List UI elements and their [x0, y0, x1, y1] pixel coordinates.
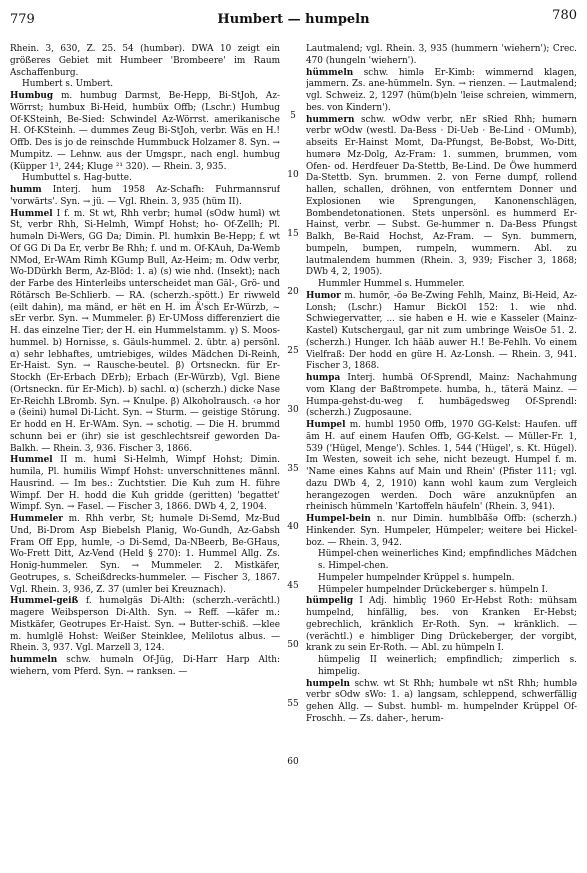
entry-body: Interj. hum 1958 Az-Schafh: Fuhrmannsruf 'vorwärts'. Syn. → jü. — Vgl. Rhein. 3, 935 (hüm II).: [10, 185, 280, 207]
entry-body: m. humbl 1950 Offb, 1970 GG-Kelst: Haufen. uff ām H. auf einem Haufen Offb, GG-Kelst. — Müller-Fr. 1, 539 ('Hügel, Menge'). Schles. 1, 544 ('Hügel', s. Kt. Hügel). Im Westen, soweit ich sehe, nicht bezeugt. Humpel f. m. 'Name eines Kahns auf Main und Rhein' (Pfister 111; vgl. dazu DWb 4, 2, 1910) kann wohl kaum zum Vergleich herangezogen werden. Doch wäre anzuknüpfen an rheinisch hümmeln 'Kartoffeln häufeln' (Rhein. 3, 941).: [306, 420, 577, 513]
cross-reference: Humbuttel s. Hag-butte.: [22, 173, 132, 184]
entry-lemma: humpa: [306, 373, 341, 383]
dictionary-entry: [306, 679, 577, 726]
entry-lemma: Hummel: [10, 455, 53, 466]
dictionary-entry: [306, 420, 577, 514]
entry-lemma: humpeln: [306, 678, 350, 689]
entry-body: schw. himlə Er-Kimb: wimmernd klagen, jammern. Zs. ane-hümmeln. Syn. → rienzen. — Lautmalend; vgl. Schweiz. 2, 1297 (hüm(b)eln 'leise schreien, wimmern, bes. von Kindern').: [306, 67, 577, 113]
running-title: Humbert — humpeln: [217, 12, 370, 27]
line-number: 60: [287, 757, 299, 768]
entry-continuation: Rhein. 3, 630, Z. 25. 54 (humbər). DWA 10 zeigt ein größeres Gebiet mit Humbeer 'Brombeere' im Raum Aschaffenburg.: [10, 44, 280, 78]
page-number-left: 779: [10, 12, 35, 27]
cross-reference: Humpeler humpelnder Krüppel s. humpeln.: [318, 572, 515, 583]
entry-lemma: Humbug: [10, 91, 54, 101]
entry-lemma: Humor: [306, 290, 341, 301]
cross-reference: Hummler Hummel s. Hummeler.: [318, 279, 465, 289]
right-column: [306, 44, 577, 873]
entry-lemma: Humpel: [306, 420, 346, 430]
cross-reference: hümpelig II weinerlich; empfindlich; zimperlich s. himpelig.: [318, 655, 577, 677]
dictionary-entry: [10, 91, 280, 173]
entry-body: m. humbug Darmst, Be-Hepp, Bi-StJoh, Az-Wörrst; humbux Bi-Heid, humbüx Offb; (Lschr.) Humbug Of-KSteinh, Be-Sied: Schwindel Az-Wörrst. amerikanische H. Of-KSteinh. — dummes Zeug Bi-StJoh, verbr. Wäs en H.! Offb. Des is jo de reinschde Hummbuck Holzamer 8. Syn. → Mumpitz. — Lehnw. aus der Umgspr., nach engl. humbug (Küpper 1³, 244; Kluge ²¹ 320). — Rhein. 3, 935.: [10, 91, 280, 172]
dictionary-entry: [10, 209, 280, 456]
dictionary-entry: [306, 373, 577, 420]
line-number: 20: [287, 287, 299, 298]
line-number: 25: [287, 346, 299, 356]
cross-reference: Hümpel-chen weinerliches Kind; empfindliches Mädchen s. Himpel-chen.: [318, 549, 577, 571]
cross-reference: Hümpeler humpelnder Drückeberger s. hümpeln I.: [318, 584, 548, 595]
entry-body: I f. m. St wt, Rhh verbr; huməl (sOdw humƚ) wt St, verbr Rhh, Si-Helmh, Wimpf Hohst; ho- Of-Zellh; Pl. huməln Di-Wers, GG Da; Dimin. Pl. humƚxin Be-Hepp; f. wt Of GG Di Da Er, verbr Be Rhh; f. und m. Of-KAuh, Da-Wemb NMod, Er-WAm Rimh KGump Bull, Az-Heim; m. Odw verbr, Wo-DDürkh Berm, Az-Blöd: 1. a) (s) wie nhd. (Insekt); nach der Farbe des Hinterleibs unterscheidet man Gäl-, Grö- und Rötärsch Be-Schlierb. — RA. (scherzh.-spött.) Er riwweld (eilt dahin), ma mänd, er hët en H. im Ä'sch Er-Würzb, ~ sEr verbr. Syn. → Mummeler. β) Er-UMoss differenziert die H. das einzelne Tier; der H. ein Hummelstamm. γ) S. Moos-hummel. b) Hornisse, s. Gäuls-hummel. 2. übtr. a) persönl. α) sehr lebhaftes, umtriebiges, wildes Mädchen Di-Reinh, Er-Haist. Syn. → Rausche-beutel. β) Ortsneckn. für Er-Stockh (Er-Erbach DErb); Erbach (Er-Würzb), Vgl. Biene (Ortsneckn. für Er-Mich). b) sachl. α) (scherzh.) dicke Nase Er-Reichh LBromb. Syn. → Knulpe. β) Alkoholrausch. ‹ə hor ə (šeini) huməl Di-Licht. Syn. → Sturm. — geistige Störung. Er hodd en H. Er-WAm. Syn. → schotig. — Die H. brummd schunn bei er (ihr) sie ist geschlechtsreif geworden Da-Balkh. — Rhein. 3, 936. Fischer 3, 1866.: [10, 208, 280, 454]
entry-body: n. nur Dimin. humblbä̃šə Offb: (scherzh.) Hinkender. Syn. Humpeler, Hümpeler; weitere bei Hickel-boz. — Rhein. 3, 942.: [306, 514, 577, 548]
entry-continuation: Lautmalend; vgl. Rhein. 3, 935 (hummern 'wiehern'); Crec. 470 (hungeln 'wiehern').: [306, 44, 577, 66]
line-number: 30: [287, 404, 299, 415]
dictionary-entry: [306, 291, 577, 373]
page-number-right: 780: [552, 8, 577, 23]
entry-body: f. huməlgäs Di-Alth: (scherzh.-verächtl.) magere Weibsperson Di-Alth. Syn. → Reff. —käfer m.: Mistkäfer, Geotrupes Er-Haist. Syn. → Butter-schiß. —klee m. humlglë Hohst: Weißer Steinklee, Melilotus albus. — Rhein. 3, 937. Vgl. Marzell 3, 124.: [10, 596, 280, 654]
line-number: 40: [287, 522, 299, 533]
page-header: [0, 0, 587, 40]
dictionary-entry: [10, 655, 280, 679]
dictionary-entry: [306, 68, 577, 115]
entry-lemma: Hummel-geiß: [10, 596, 79, 607]
cross-reference: Humbert s. Umbert.: [22, 79, 114, 90]
entry-lemma: hümpelig: [306, 596, 354, 607]
entry-body: I Adj. himblìç 1960 Er-Hebst Roth: mühsam humpelnd, hinfällig, bes. von Kranken Er-Hebst; gebrechlich, kränklich Er-Roth. Syn. → kränklich. — (verächtl.) e himbliger Ding Drückeberger, der vorgibt, krank zu sein Er-Roth. — Abl. zu hümpeln I.: [306, 596, 577, 654]
dictionary-entry: [10, 596, 280, 655]
entry-lemma: hummeln: [10, 655, 58, 665]
entry-lemma: humm: [10, 185, 42, 195]
line-number: 15: [287, 228, 299, 239]
entry-body: m. Rhh verbr, St; huməlɐ Di-Semd, Mz-Bud Und, Bi-Drom Asp Biebelsh Planig, Wo-Gundh, Az-Gabsh Fram Off Epp, humlɐ, -ɔ Di-Semd, Da-NBeerb, Be-GHaus, Wo-Frett Ditt, Az-Vend (Held § 270): 1. Hummel Allg. Zs. Honig-hummeler. Syn. → Mummeler. 2. Mistkäfer, Geotrupes, s. Scheißdrecks-hummeler. — Fischer 3, 1867. Vgl. Rhein. 3, 936, Z. 37 (umlɐr bei Kreuznach).: [10, 514, 280, 595]
entry-body: schw. wOdw verbr, nEr sRied Rhh; humərn verbr wOdw (westl. Da-Bess · Di-Ueb · Be-Lind · OMumb), abseits Er-Hainst Momt, Da-Pfungst, Be-Bobst, Wo-Ditt, humərə Mz-Dolg, Az-Fram: 1. summen, brummen, vom Ofen- od. Herdfeuer Da-Stettb, Be-Lind. De Öwe hummerd Da-Stettb. Syn. brummen. 2. von Ferne dumpf, rollend hallen, schallen, dröhnen, von entferntem Donner und Explosionen wie Sprengungen, Kanonenschlägen, Bombendetonationen. Stets unpersönl. es hummerd Er-Hainst, verbr. — Subst. Ge-hummer n. Da-Bess Pfungst Balkh, Be-Raid Hochst, Az-Fram. — Syn. bummern, bumpeln, bumpen, rumpeln, wummern. Abl. zu lautmalendem hummen (Rhein. 3, 939; Fischer 3, 1868; DWb 4, 2, 1905).: [306, 114, 577, 278]
line-number: 35: [287, 463, 299, 474]
dictionary-entry: [10, 455, 280, 514]
entry-lemma: Hummeler: [10, 514, 63, 524]
line-number: 10: [287, 169, 299, 180]
line-number: 50: [287, 639, 299, 650]
entry-body: schw. huməln Of-Jüg, Di-Harr Harp Alth: wiehern, vom Pferd. Syn. → ranksen. —: [10, 655, 280, 677]
entry-lemma: hummern: [306, 114, 355, 125]
dictionary-entry: [306, 115, 577, 280]
entry-lemma: Hummel: [10, 208, 53, 219]
entry-body: m. humōr, -ōə Be-Zwing Fehlh, Mainz, Bi-Heid, Az-Lonsh; (Lschr.) Hamur BickOl 152: 1. wie nhd. Schwiegervatter, ... sie haben e H. wie e Kasseler (Mainz-Kastel) Kutschergaul, gar nit zum umbringe WeisOe 51. 2. (scherzh.) Hunger. Ich hääb auwer H.! Be-Fehlh. Vo einem Vielfraß: Der hodd en güre H. Az-Lonsh. — Rhein. 3, 941. Fischer 3, 1868.: [306, 290, 577, 372]
dictionary-entry: [306, 514, 577, 549]
line-number: 45: [287, 581, 299, 591]
line-number: 5: [290, 111, 296, 121]
dictionary-entry: [306, 596, 577, 655]
entry-body: schw. wt St Rhh; humbəlɐ wt nSt Rhh; humblə verbr sOdw sWo: 1. a) langsam, schleppend, schwerfällig gehen Allg. — Subst. humbl- m. humpelnder Krüppel Of-Froschh. — Zs. daher-, herum-: [306, 678, 577, 724]
entry-lemma: Humpel-bein: [306, 514, 371, 524]
entry-lemma: hümmeln: [306, 67, 354, 78]
entry-body: Interj. humbä Of-Sprendl, Mainz: Nachahmung vom Klang der Baßtrompete. humba, h., täterä Mainz. — Humpa-gehst-du-weg f. humbägedsweg Of-Sprendl: (scherzh.) Zugposaune.: [306, 373, 577, 419]
line-number: 55: [287, 698, 299, 709]
entry-body: II m. humƚ Si-Helmh, Wimpf Hohst; Dimin. humila, Pl. humilis Wimpf Hohst: unverschnittenes männl. Hausrind. — Im bes.: Zuchtstier. Die Kuh zum H. führe Wimpf. Der H. hodd die Kuh gridde (geritten) 'begattet' Wimpf. Syn. → Fasel. — Fischer 3, 1866. DWb 4, 2, 1904.: [10, 455, 280, 513]
left-column: [10, 44, 280, 873]
dictionary-entry: [10, 514, 280, 596]
dictionary-entry: [10, 185, 280, 209]
line-number-gutter: [282, 44, 304, 873]
